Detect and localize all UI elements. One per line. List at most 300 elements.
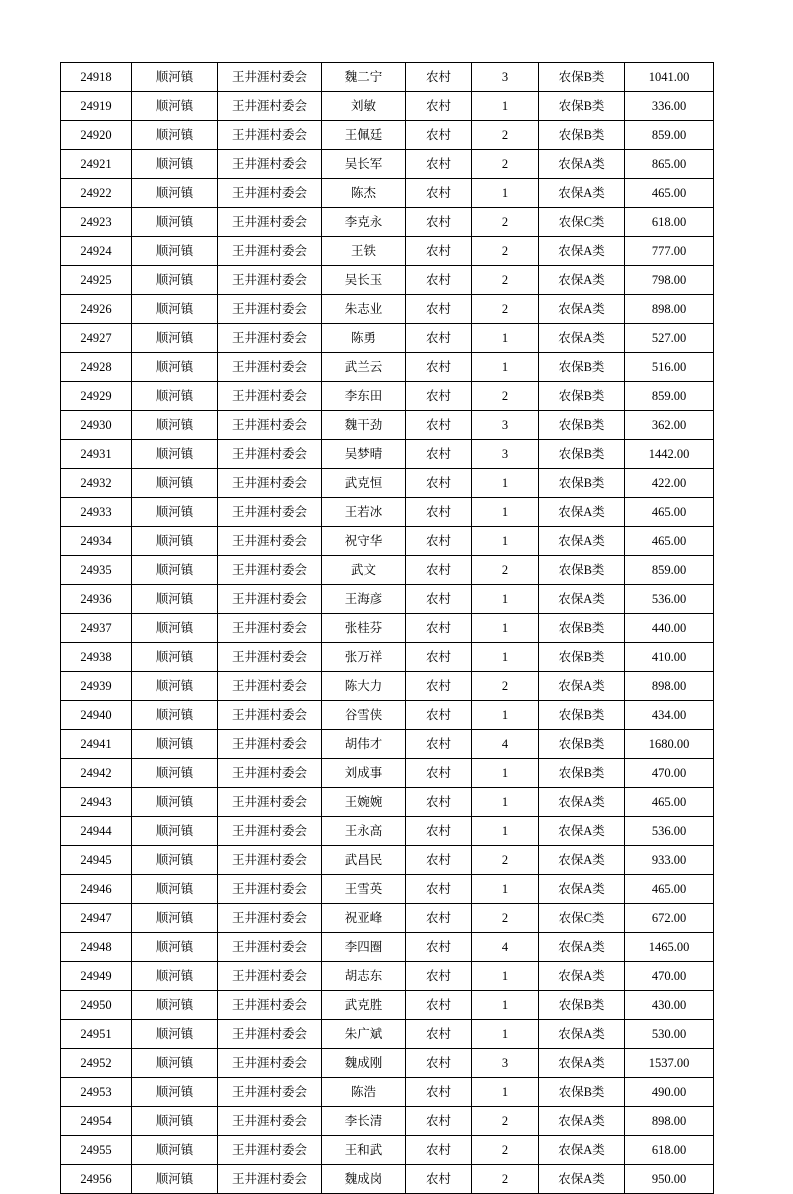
cell-village: 王井涯村委会 [218,295,322,324]
table-row [61,208,714,237]
cell-name: 祝守华 [322,527,406,556]
cell-type: 农村 [406,701,472,730]
cell-name: 王婉婉 [322,788,406,817]
cell-amount: 859.00 [625,556,714,585]
cell-count: 1 [472,875,539,904]
cell-name: 陈大力 [322,672,406,701]
cell-count: 1 [472,759,539,788]
cell-id: 24956 [61,1165,132,1194]
cell-amount: 470.00 [625,962,714,991]
cell-type: 农村 [406,1049,472,1078]
cell-count: 2 [472,295,539,324]
table-row [61,788,714,817]
cell-village: 王井涯村委会 [218,1107,322,1136]
cell-category: 农保A类 [539,672,625,701]
cell-town: 顺河镇 [132,179,218,208]
cell-id: 24940 [61,701,132,730]
cell-id: 24935 [61,556,132,585]
cell-type: 农村 [406,469,472,498]
cell-type: 农村 [406,411,472,440]
cell-name: 张桂芬 [322,614,406,643]
cell-category: 农保A类 [539,498,625,527]
cell-village: 王井涯村委会 [218,411,322,440]
cell-village: 王井涯村委会 [218,1020,322,1049]
cell-id: 24920 [61,121,132,150]
cell-id: 24944 [61,817,132,846]
cell-category: 农保A类 [539,585,625,614]
cell-town: 顺河镇 [132,266,218,295]
table-row [61,1020,714,1049]
cell-town: 顺河镇 [132,904,218,933]
cell-town: 顺河镇 [132,527,218,556]
cell-count: 1 [472,179,539,208]
cell-id: 24947 [61,904,132,933]
cell-type: 农村 [406,730,472,759]
cell-type: 农村 [406,1078,472,1107]
cell-town: 顺河镇 [132,701,218,730]
cell-category: 农保B类 [539,121,625,150]
cell-count: 1 [472,991,539,1020]
cell-town: 顺河镇 [132,498,218,527]
cell-amount: 470.00 [625,759,714,788]
cell-amount: 1041.00 [625,63,714,92]
cell-id: 24954 [61,1107,132,1136]
cell-name: 谷雪侠 [322,701,406,730]
cell-amount: 777.00 [625,237,714,266]
cell-category: 农保B类 [539,353,625,382]
cell-category: 农保B类 [539,411,625,440]
cell-count: 1 [472,498,539,527]
cell-village: 王井涯村委会 [218,179,322,208]
table-row [61,962,714,991]
cell-count: 2 [472,846,539,875]
cell-name: 王海彦 [322,585,406,614]
cell-name: 胡伟才 [322,730,406,759]
cell-count: 1 [472,1078,539,1107]
cell-id: 24953 [61,1078,132,1107]
table-row [61,1136,714,1165]
cell-category: 农保B类 [539,440,625,469]
cell-name: 魏成岗 [322,1165,406,1194]
cell-id: 24919 [61,92,132,121]
cell-count: 1 [472,324,539,353]
cell-name: 陈浩 [322,1078,406,1107]
cell-type: 农村 [406,672,472,701]
table-row [61,933,714,962]
cell-amount: 527.00 [625,324,714,353]
cell-amount: 465.00 [625,527,714,556]
cell-id: 24942 [61,759,132,788]
table-body [61,63,714,1194]
cell-id: 24918 [61,63,132,92]
cell-category: 农保B类 [539,63,625,92]
cell-amount: 530.00 [625,1020,714,1049]
cell-amount: 618.00 [625,1136,714,1165]
cell-id: 24933 [61,498,132,527]
cell-village: 王井涯村委会 [218,150,322,179]
table-row [61,614,714,643]
cell-town: 顺河镇 [132,237,218,266]
cell-category: 农保B类 [539,556,625,585]
table-row [61,643,714,672]
cell-id: 24921 [61,150,132,179]
cell-type: 农村 [406,1107,472,1136]
cell-type: 农村 [406,382,472,411]
table-row [61,295,714,324]
cell-name: 武克胜 [322,991,406,1020]
cell-village: 王井涯村委会 [218,991,322,1020]
table-row [61,1107,714,1136]
cell-village: 王井涯村委会 [218,208,322,237]
cell-town: 顺河镇 [132,759,218,788]
cell-village: 王井涯村委会 [218,962,322,991]
table-row [61,759,714,788]
cell-name: 王永高 [322,817,406,846]
cell-town: 顺河镇 [132,92,218,121]
cell-category: 农保B类 [539,92,625,121]
cell-amount: 410.00 [625,643,714,672]
cell-type: 农村 [406,295,472,324]
cell-category: 农保B类 [539,991,625,1020]
cell-village: 王井涯村委会 [218,788,322,817]
cell-type: 农村 [406,1020,472,1049]
cell-count: 2 [472,904,539,933]
cell-count: 1 [472,817,539,846]
cell-town: 顺河镇 [132,730,218,759]
cell-amount: 362.00 [625,411,714,440]
cell-category: 农保B类 [539,643,625,672]
table-row [61,63,714,92]
cell-name: 朱广斌 [322,1020,406,1049]
cell-category: 农保A类 [539,846,625,875]
table-row [61,498,714,527]
cell-id: 24926 [61,295,132,324]
cell-amount: 430.00 [625,991,714,1020]
cell-village: 王井涯村委会 [218,643,322,672]
cell-village: 王井涯村委会 [218,237,322,266]
cell-town: 顺河镇 [132,324,218,353]
cell-name: 刘成事 [322,759,406,788]
cell-id: 24939 [61,672,132,701]
table-row [61,353,714,382]
cell-village: 王井涯村委会 [218,904,322,933]
table-row [61,556,714,585]
cell-village: 王井涯村委会 [218,469,322,498]
cell-amount: 465.00 [625,875,714,904]
cell-village: 王井涯村委会 [218,382,322,411]
cell-count: 1 [472,788,539,817]
cell-name: 武克恒 [322,469,406,498]
cell-town: 顺河镇 [132,1136,218,1165]
cell-category: 农保A类 [539,1049,625,1078]
cell-type: 农村 [406,1165,472,1194]
cell-town: 顺河镇 [132,933,218,962]
cell-village: 王井涯村委会 [218,817,322,846]
cell-village: 王井涯村委会 [218,846,322,875]
cell-town: 顺河镇 [132,353,218,382]
cell-name: 李长清 [322,1107,406,1136]
cell-amount: 859.00 [625,121,714,150]
cell-id: 24936 [61,585,132,614]
cell-count: 1 [472,1020,539,1049]
cell-village: 王井涯村委会 [218,933,322,962]
cell-count: 4 [472,730,539,759]
cell-amount: 1680.00 [625,730,714,759]
cell-category: 农保B类 [539,701,625,730]
cell-id: 24941 [61,730,132,759]
cell-name: 胡志东 [322,962,406,991]
cell-amount: 1442.00 [625,440,714,469]
cell-town: 顺河镇 [132,150,218,179]
cell-village: 王井涯村委会 [218,1078,322,1107]
cell-amount: 465.00 [625,788,714,817]
cell-name: 李东田 [322,382,406,411]
cell-count: 2 [472,237,539,266]
cell-category: 农保A类 [539,788,625,817]
cell-village: 王井涯村委会 [218,875,322,904]
cell-type: 农村 [406,556,472,585]
cell-count: 1 [472,469,539,498]
cell-name: 吴长军 [322,150,406,179]
cell-category: 农保A类 [539,150,625,179]
cell-category: 农保B类 [539,759,625,788]
cell-category: 农保A类 [539,875,625,904]
cell-town: 顺河镇 [132,1049,218,1078]
cell-type: 农村 [406,643,472,672]
cell-amount: 933.00 [625,846,714,875]
cell-type: 农村 [406,614,472,643]
cell-type: 农村 [406,1136,472,1165]
cell-town: 顺河镇 [132,1165,218,1194]
cell-town: 顺河镇 [132,672,218,701]
cell-amount: 536.00 [625,817,714,846]
cell-type: 农村 [406,759,472,788]
cell-village: 王井涯村委会 [218,730,322,759]
cell-count: 2 [472,121,539,150]
cell-town: 顺河镇 [132,1020,218,1049]
cell-id: 24923 [61,208,132,237]
table-row [61,904,714,933]
cell-town: 顺河镇 [132,208,218,237]
cell-village: 王井涯村委会 [218,1049,322,1078]
cell-category: 农保A类 [539,1136,625,1165]
cell-type: 农村 [406,353,472,382]
cell-town: 顺河镇 [132,295,218,324]
cell-type: 农村 [406,121,472,150]
cell-name: 陈杰 [322,179,406,208]
cell-town: 顺河镇 [132,1078,218,1107]
cell-id: 24948 [61,933,132,962]
cell-count: 3 [472,440,539,469]
cell-type: 农村 [406,63,472,92]
cell-town: 顺河镇 [132,63,218,92]
cell-village: 王井涯村委会 [218,63,322,92]
cell-type: 农村 [406,324,472,353]
cell-amount: 898.00 [625,295,714,324]
table-row [61,324,714,353]
cell-town: 顺河镇 [132,875,218,904]
cell-category: 农保A类 [539,1165,625,1194]
cell-town: 顺河镇 [132,991,218,1020]
cell-name: 吴长玉 [322,266,406,295]
cell-town: 顺河镇 [132,556,218,585]
cell-village: 王井涯村委会 [218,527,322,556]
cell-type: 农村 [406,237,472,266]
cell-town: 顺河镇 [132,440,218,469]
cell-amount: 336.00 [625,92,714,121]
cell-amount: 1465.00 [625,933,714,962]
table-row [61,730,714,759]
cell-id: 24951 [61,1020,132,1049]
cell-id: 24924 [61,237,132,266]
table-row [61,875,714,904]
cell-count: 2 [472,1136,539,1165]
cell-category: 农保B类 [539,614,625,643]
cell-category: 农保A类 [539,1020,625,1049]
cell-name: 李克永 [322,208,406,237]
cell-type: 农村 [406,846,472,875]
cell-type: 农村 [406,962,472,991]
cell-type: 农村 [406,179,472,208]
cell-amount: 465.00 [625,498,714,527]
cell-town: 顺河镇 [132,382,218,411]
cell-type: 农村 [406,527,472,556]
table-row [61,92,714,121]
cell-town: 顺河镇 [132,846,218,875]
cell-type: 农村 [406,904,472,933]
cell-amount: 865.00 [625,150,714,179]
cell-town: 顺河镇 [132,962,218,991]
cell-count: 2 [472,150,539,179]
cell-count: 2 [472,672,539,701]
table-row [61,527,714,556]
table-row [61,411,714,440]
cell-village: 王井涯村委会 [218,585,322,614]
cell-type: 农村 [406,933,472,962]
cell-amount: 672.00 [625,904,714,933]
cell-type: 农村 [406,440,472,469]
table-row [61,1165,714,1194]
cell-village: 王井涯村委会 [218,121,322,150]
cell-id: 24952 [61,1049,132,1078]
cell-category: 农保A类 [539,179,625,208]
table-row [61,585,714,614]
cell-amount: 434.00 [625,701,714,730]
cell-name: 王和武 [322,1136,406,1165]
cell-count: 1 [472,643,539,672]
cell-village: 王井涯村委会 [218,614,322,643]
cell-type: 农村 [406,208,472,237]
cell-category: 农保C类 [539,904,625,933]
cell-name: 陈勇 [322,324,406,353]
cell-category: 农保A类 [539,1107,625,1136]
cell-category: 农保A类 [539,266,625,295]
cell-village: 王井涯村委会 [218,266,322,295]
table-row [61,672,714,701]
table-row [61,150,714,179]
cell-name: 李四圈 [322,933,406,962]
cell-id: 24925 [61,266,132,295]
cell-village: 王井涯村委会 [218,1165,322,1194]
cell-id: 24945 [61,846,132,875]
cell-amount: 798.00 [625,266,714,295]
cell-town: 顺河镇 [132,788,218,817]
cell-category: 农保B类 [539,382,625,411]
cell-type: 农村 [406,585,472,614]
cell-count: 2 [472,266,539,295]
cell-village: 王井涯村委会 [218,92,322,121]
cell-type: 农村 [406,991,472,1020]
cell-count: 2 [472,382,539,411]
cell-id: 24938 [61,643,132,672]
cell-town: 顺河镇 [132,469,218,498]
cell-amount: 950.00 [625,1165,714,1194]
cell-type: 农村 [406,266,472,295]
cell-id: 24930 [61,411,132,440]
cell-count: 1 [472,353,539,382]
cell-town: 顺河镇 [132,585,218,614]
cell-town: 顺河镇 [132,121,218,150]
cell-category: 农保C类 [539,208,625,237]
cell-category: 农保A类 [539,295,625,324]
cell-amount: 516.00 [625,353,714,382]
cell-village: 王井涯村委会 [218,1136,322,1165]
cell-count: 1 [472,585,539,614]
cell-name: 王若冰 [322,498,406,527]
cell-category: 农保A类 [539,817,625,846]
cell-id: 24922 [61,179,132,208]
table-row [61,266,714,295]
beneficiary-table [60,62,714,1194]
cell-type: 农村 [406,817,472,846]
cell-count: 3 [472,1049,539,1078]
table-row [61,846,714,875]
cell-amount: 536.00 [625,585,714,614]
cell-amount: 898.00 [625,1107,714,1136]
cell-id: 24950 [61,991,132,1020]
cell-category: 农保A类 [539,933,625,962]
cell-amount: 422.00 [625,469,714,498]
cell-category: 农保A类 [539,527,625,556]
table-row [61,237,714,266]
cell-category: 农保B类 [539,1078,625,1107]
cell-amount: 898.00 [625,672,714,701]
cell-name: 王铁 [322,237,406,266]
table-container [60,62,690,1194]
cell-town: 顺河镇 [132,614,218,643]
cell-name: 武文 [322,556,406,585]
cell-name: 魏二宁 [322,63,406,92]
cell-name: 刘敏 [322,92,406,121]
cell-village: 王井涯村委会 [218,498,322,527]
cell-town: 顺河镇 [132,643,218,672]
cell-name: 武兰云 [322,353,406,382]
cell-village: 王井涯村委会 [218,324,322,353]
cell-count: 3 [472,411,539,440]
cell-count: 1 [472,962,539,991]
cell-id: 24927 [61,324,132,353]
cell-village: 王井涯村委会 [218,556,322,585]
cell-name: 朱志业 [322,295,406,324]
cell-count: 2 [472,1107,539,1136]
cell-type: 农村 [406,150,472,179]
cell-name: 魏成刚 [322,1049,406,1078]
cell-id: 24932 [61,469,132,498]
cell-amount: 1537.00 [625,1049,714,1078]
cell-name: 魏干劲 [322,411,406,440]
cell-category: 农保A类 [539,237,625,266]
cell-count: 2 [472,556,539,585]
